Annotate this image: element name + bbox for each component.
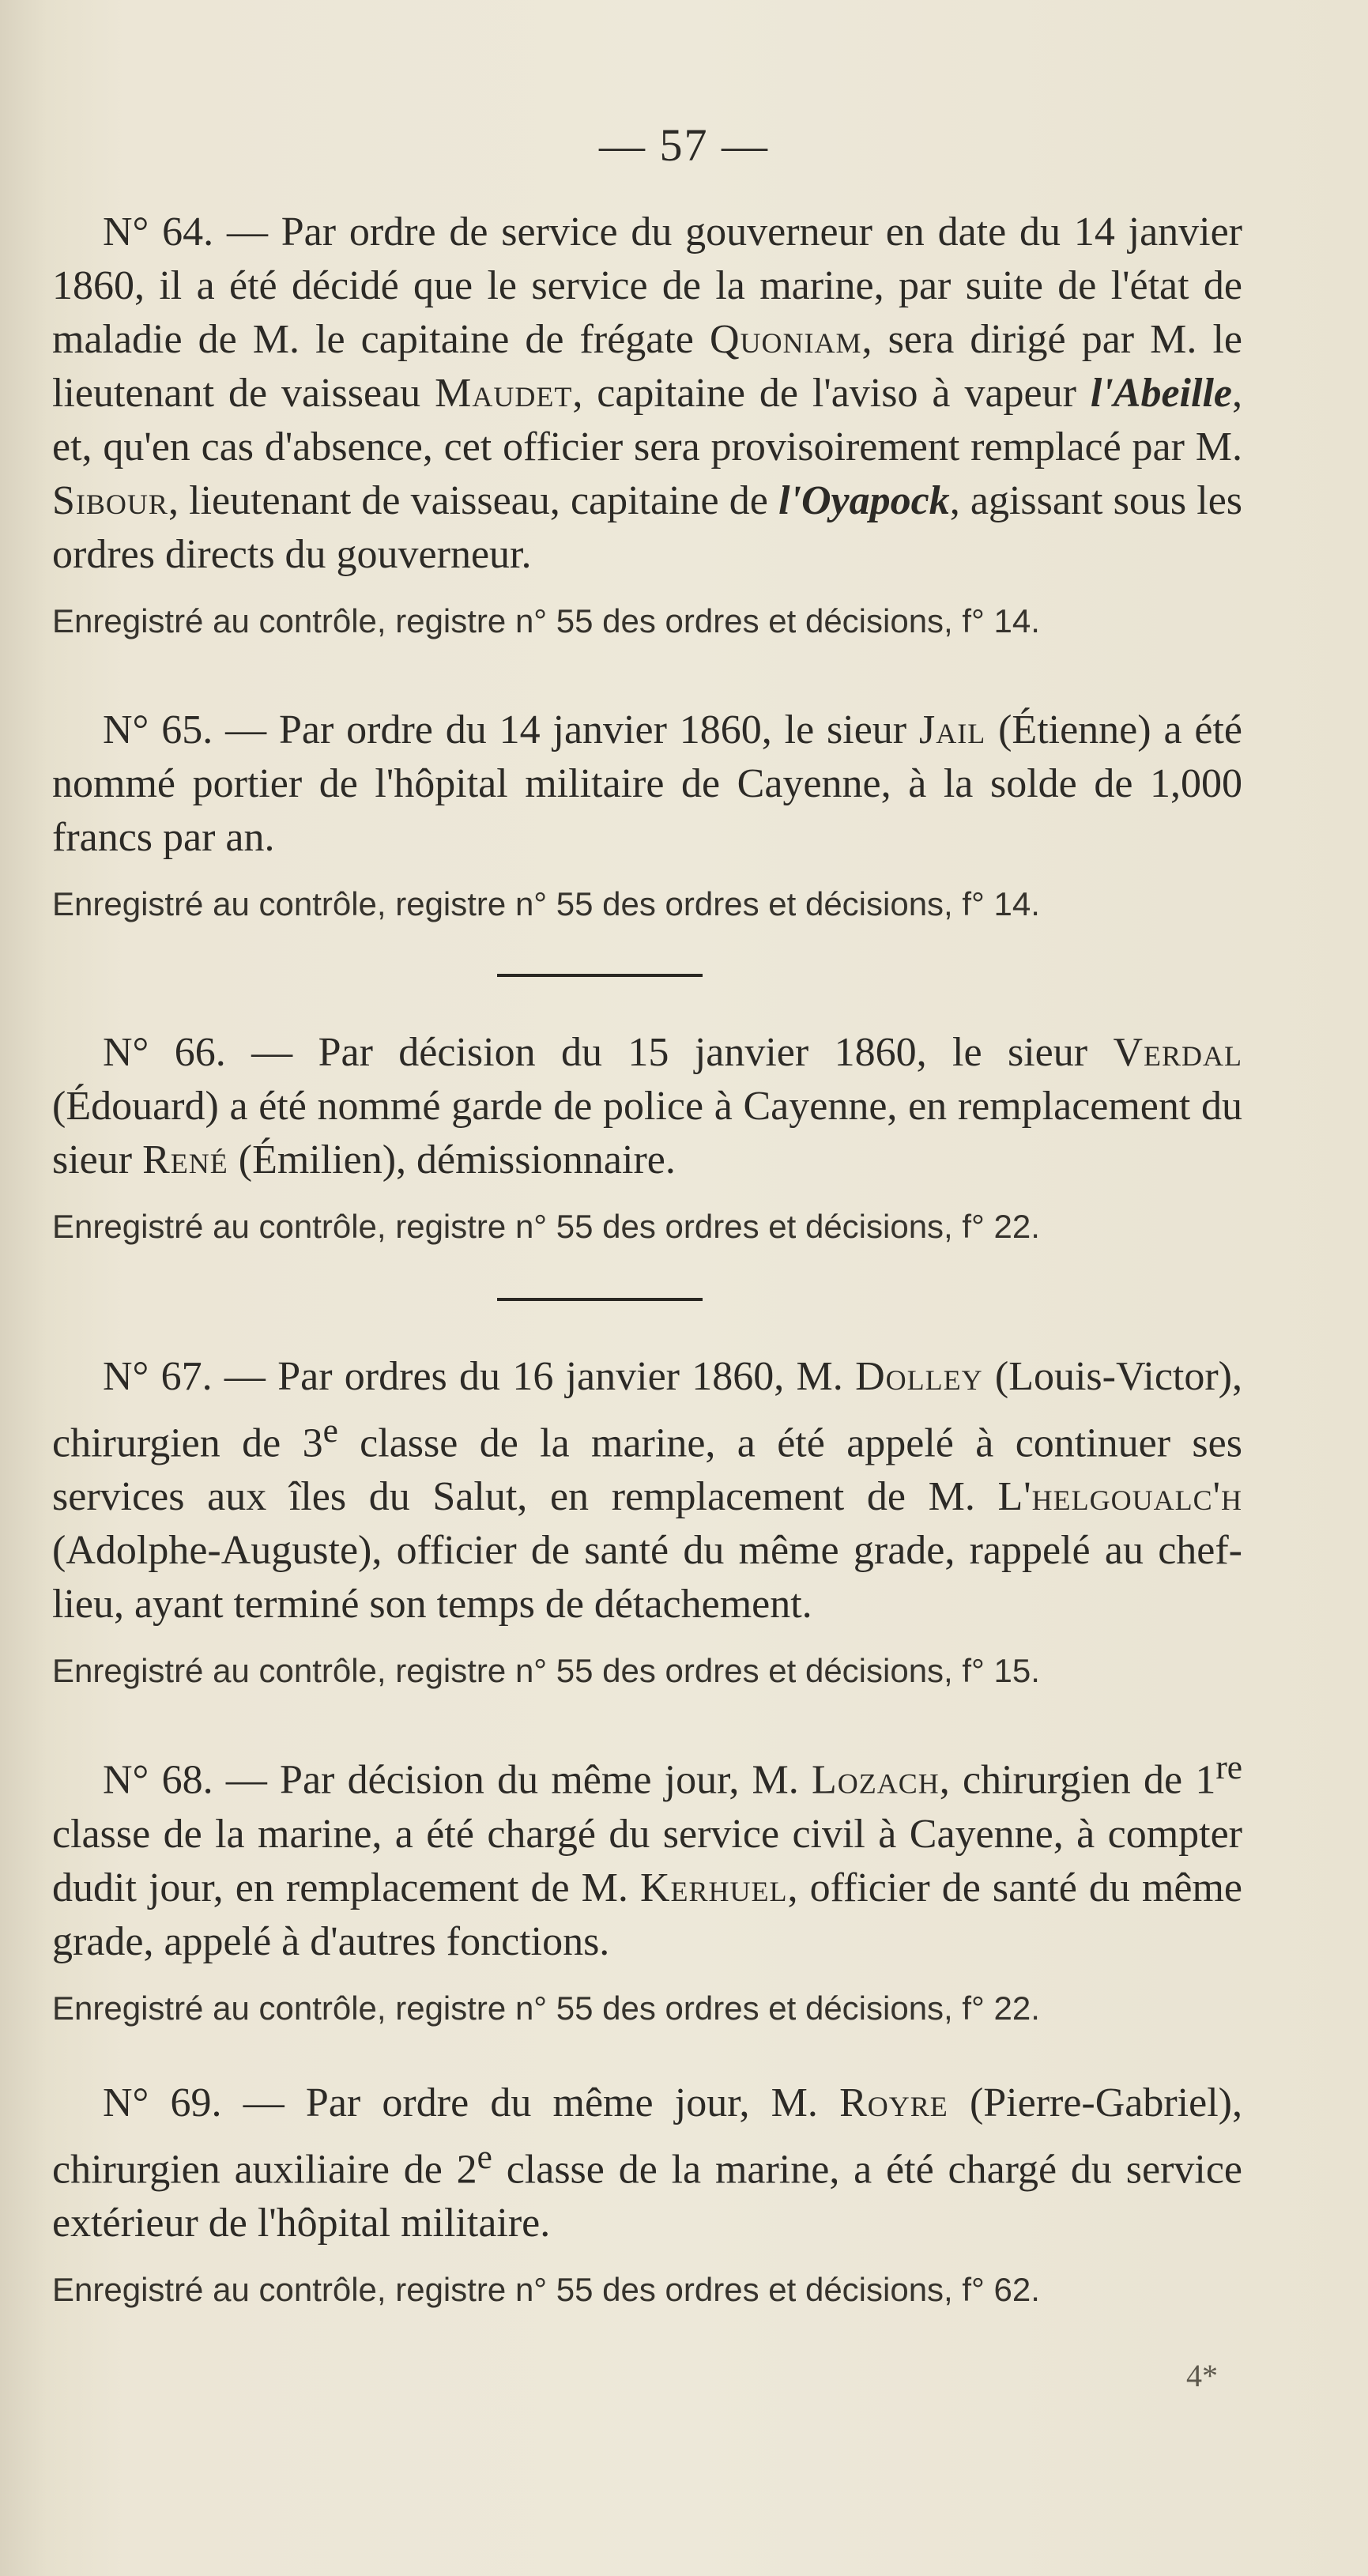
- section-divider: [497, 1298, 703, 1301]
- registration-note: Enregistré au contrôle, registre n° 55 des ordres et décisions, f° 14.: [52, 602, 1040, 639]
- person-name: L'helgoualc'h: [997, 1474, 1242, 1520]
- text-part: (Louis-Victor), chirurgien de 3: [52, 1354, 1242, 1466]
- text-part: (Pierre-Gabriel), chirurgien auxiliaire de 2: [52, 2080, 1242, 2192]
- entry-64: [52, 206, 1242, 643]
- entry-number: N° 69.: [103, 2080, 222, 2125]
- text-part: (Étienne) a été nommé portier de l'hôpital militaire de Cayenne, à la solde de 1,000 francs par an.: [52, 707, 1243, 860]
- entry-number: N° 67.: [103, 1354, 213, 1399]
- entry-text: [52, 2076, 1242, 2250]
- entry-text: [52, 703, 1242, 865]
- ship-name: l'Oyapock: [778, 478, 950, 523]
- text-part: classe de la marine, a été chargé du service civil à Cayenne, à compter dudit jour, en remplacement de M.: [52, 1811, 1242, 1910]
- entry-text: [52, 1350, 1242, 1631]
- entry-number: N° 65.: [103, 707, 213, 752]
- ordinal-suffix: e: [322, 1412, 338, 1450]
- ordinal-suffix: re: [1215, 1748, 1242, 1787]
- section-divider: [497, 974, 703, 977]
- text-part: (Adolphe-Auguste), officier de santé du même grade, rappelé au chef-lieu, ayant terminé son temps de détachement.: [52, 1528, 1242, 1627]
- entry-66: [52, 1026, 1242, 1249]
- text-part: (Émilien), démissionnaire.: [228, 1137, 676, 1182]
- person-name: Kerhuel: [640, 1865, 788, 1910]
- text-part: — Par décision du 15 janvier 1860, le sieur: [225, 1030, 1114, 1075]
- text-part: classe de la marine, a été chargé du service extérieur de l'hôpital militaire.: [52, 2146, 1242, 2246]
- ship-name: l'Abeille: [1090, 371, 1232, 416]
- registration-note: Enregistré au contrôle, registre n° 55 des ordres et décisions, f° 14.: [52, 885, 1040, 922]
- registration-note: Enregistré au contrôle, registre n° 55 des ordres et décisions, f° 62.: [52, 2270, 1040, 2308]
- entry-69: [52, 2076, 1242, 2312]
- person-name: René: [142, 1137, 228, 1182]
- entry-65: [52, 703, 1242, 926]
- entry-number: N° 66.: [103, 1030, 226, 1075]
- entry-68: [52, 1741, 1242, 2030]
- text-part: — Par ordre du 14 janvier 1860, le sieur: [213, 707, 920, 752]
- entry-number: N° 68.: [103, 1757, 213, 1803]
- text-part: — Par ordres du 16 janvier 1860, M.: [212, 1354, 856, 1399]
- text-part: — Par ordre du même jour, M.: [221, 2080, 840, 2125]
- text-part: , agissant sous les ordres directs du gouverneur.: [52, 478, 1243, 577]
- text-part: classe de la marine, a été appelé à continuer ses services aux îles du Salut, en remplacement de M.: [52, 1420, 1242, 1520]
- person-name: Jail: [919, 707, 986, 752]
- registration-note: Enregistré au contrôle, registre n° 55 des ordres et décisions, f° 22.: [52, 1989, 1040, 2027]
- person-name: Verdal: [1113, 1030, 1242, 1075]
- text-part: , lieutenant de vaisseau, capitaine de: [168, 478, 779, 523]
- registration-note: Enregistré au contrôle, registre n° 55 des ordres et décisions, f° 22.: [52, 1208, 1040, 1245]
- ordinal-suffix: e: [477, 2137, 492, 2176]
- page-content: [52, 190, 1242, 2312]
- entry-67: [52, 1350, 1242, 1693]
- text-part: , chirurgien de 1: [939, 1757, 1216, 1803]
- person-name: Royre: [839, 2080, 948, 2125]
- text-part: — Par décision du même jour, M.: [213, 1757, 812, 1803]
- text-part: — Par ordre de service du gouverneur en date du 14 janvier 1860, il a été décidé que le service de la marine, par suite de l'état de maladie de M. le capitaine de frégate: [52, 209, 1242, 362]
- text-part: , sera dirigé par M. le lieutenant de vaisseau: [52, 317, 1242, 416]
- person-name: Dolley: [855, 1354, 983, 1399]
- person-name: Maudet: [435, 371, 573, 416]
- signature-mark: 4*: [1186, 2358, 1218, 2393]
- entry-text: [52, 1741, 1242, 1968]
- person-name: Lozach: [812, 1757, 940, 1803]
- person-name: Sibour: [52, 478, 168, 523]
- text-part: , et, qu'en cas d'absence, cet officier sera provisoirement remplacé par M.: [52, 371, 1242, 470]
- entry-text: [52, 206, 1242, 582]
- page-number: — 57 —: [599, 119, 769, 171]
- person-name: Quoniam: [709, 317, 862, 362]
- entry-text: [52, 1026, 1242, 1187]
- registration-note: Enregistré au contrôle, registre n° 55 des ordres et décisions, f° 15.: [52, 1652, 1040, 1690]
- text-part: , officier de santé du même grade, appelé à d'autres fonctions.: [52, 1865, 1243, 1964]
- text-part: (Édouard) a été nommé garde de police à Cayenne, en remplacement du sieur: [52, 1084, 1242, 1182]
- text-part: , capitaine de l'aviso à vapeur: [572, 371, 1091, 416]
- entry-number: N° 64.: [103, 209, 214, 255]
